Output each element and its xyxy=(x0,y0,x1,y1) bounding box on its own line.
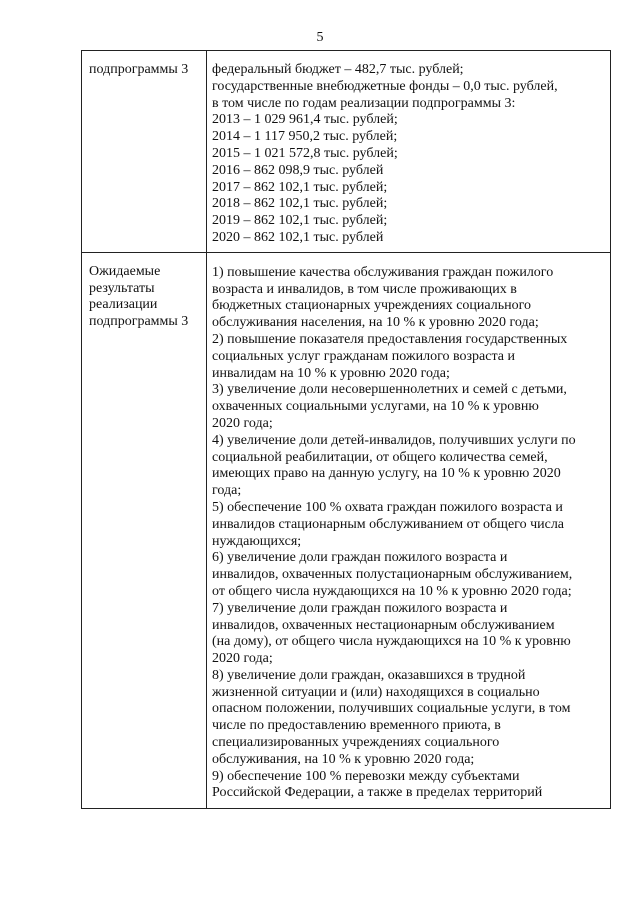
text-line: 1) повышение качества обслуживания граждан пожилого xyxy=(212,264,554,280)
text-line: 2020 года; xyxy=(212,415,273,431)
text-line: 3) увеличение доли несовершеннолетних и семей с детьми, xyxy=(212,382,567,398)
text-line: государственные внебюджетные фонды – 0,0 тыс. рублей, xyxy=(212,78,558,94)
text-line: инвалидов, охваченных нестационарным обслуживанием xyxy=(212,617,555,633)
text-line: 2017 – 862 102,1 тыс. рублей; xyxy=(212,179,388,195)
text-line: специализированных учреждениях социального xyxy=(212,735,500,751)
row-label xyxy=(82,51,206,79)
text-line: 2020 – 862 102,1 тыс. рублей xyxy=(212,229,384,245)
row-label-line: подпрограммы 3 xyxy=(89,62,189,77)
text-line: инвалидов, охваченных полустационарным обслуживанием, xyxy=(212,567,573,583)
row-label-cell xyxy=(82,51,207,253)
text-line: (на дому), от общего числа нуждающихся на 10 % к уровню xyxy=(212,634,571,650)
text-line: 9) обеспечение 100 % перевозки между субъектами xyxy=(212,768,520,784)
text-line: Российской Федерации, а также в пределах территорий xyxy=(212,785,543,801)
row-label-line: Ожидаемые xyxy=(89,263,161,279)
row-content-cell xyxy=(207,51,611,253)
table-row-funding xyxy=(82,51,611,253)
row-label-line: результаты xyxy=(89,280,155,296)
text-line: опасном положении, получивших социальные услуги, в том xyxy=(212,701,571,717)
text-line: возраста и инвалидов, в том числе проживающих в xyxy=(212,281,517,297)
text-line: социальных услуг гражданам пожилого возраста и xyxy=(212,348,515,364)
text-line: 8) увеличение доли граждан, оказавшихся в трудной xyxy=(212,667,526,683)
text-line: социальной реабилитации, от общего количества семей, xyxy=(212,449,548,465)
row-label-cell xyxy=(82,252,207,809)
text-line: 2019 – 862 102,1 тыс. рублей; xyxy=(212,213,388,229)
text-line: 2014 – 1 117 950,2 тыс. рублей; xyxy=(212,129,398,145)
text-line: бюджетных стационарных учреждениях социального xyxy=(212,298,531,314)
text-line: имеющих право на данную услугу, на 10 % к уровню 2020 xyxy=(212,466,561,482)
text-line: охваченных социальными услугами, на 10 % к уровню xyxy=(212,399,539,415)
text-line: 2015 – 1 021 572,8 тыс. рублей; xyxy=(212,145,398,161)
text-line: 7) увеличение доли граждан пожилого возраста и xyxy=(212,600,508,616)
text-line: 2) повышение показателя предоставления государственных xyxy=(212,331,568,347)
funding-text xyxy=(207,51,610,252)
text-line: обслуживания населения, на 10 % к уровню 2020 года; xyxy=(212,315,539,331)
text-line: года; xyxy=(212,483,242,499)
page-number: 5 xyxy=(316,30,324,45)
text-line: 2016 – 862 098,9 тыс. рублей xyxy=(212,162,384,178)
text-line: 4) увеличение доли детей-инвалидов, получивших услуги по xyxy=(212,432,576,448)
row-content-cell xyxy=(207,252,611,809)
text-line: 5) обеспечение 100 % охвата граждан пожилого возраста и xyxy=(212,499,563,515)
text-line: нуждающихся; xyxy=(212,533,302,549)
row-label-line: реализации xyxy=(89,297,158,313)
text-line: числе по предоставлению временного приюта, в xyxy=(212,718,501,734)
text-line: федеральный бюджет – 482,7 тыс. рублей; xyxy=(212,62,464,77)
text-line: обслуживания, на 10 % к уровню 2020 года; xyxy=(212,751,475,767)
row-label-line: подпрограммы 3 xyxy=(89,314,189,330)
text-line: в том числе по годам реализации подпрограммы 3: xyxy=(212,95,516,111)
text-line: от общего числа нуждающихся на 10 % к уровню 2020 года; xyxy=(212,583,572,599)
table-row-results xyxy=(82,252,611,809)
row-label xyxy=(82,253,206,331)
text-line: 6) увеличение доли граждан пожилого возраста и xyxy=(212,550,508,566)
program-passport-table xyxy=(81,50,611,809)
text-line: 2018 – 862 102,1 тыс. рублей; xyxy=(212,196,388,212)
text-line: 2013 – 1 029 961,4 тыс. рублей; xyxy=(212,112,398,128)
text-line: инвалидам на 10 % к уровню 2020 года; xyxy=(212,365,450,381)
text-line: жизненной ситуации и (или) находящихся в социально xyxy=(212,684,540,700)
results-text xyxy=(207,253,610,809)
text-line: инвалидов стационарным обслуживанием от общего числа xyxy=(212,516,565,532)
text-line: 2020 года; xyxy=(212,651,273,667)
